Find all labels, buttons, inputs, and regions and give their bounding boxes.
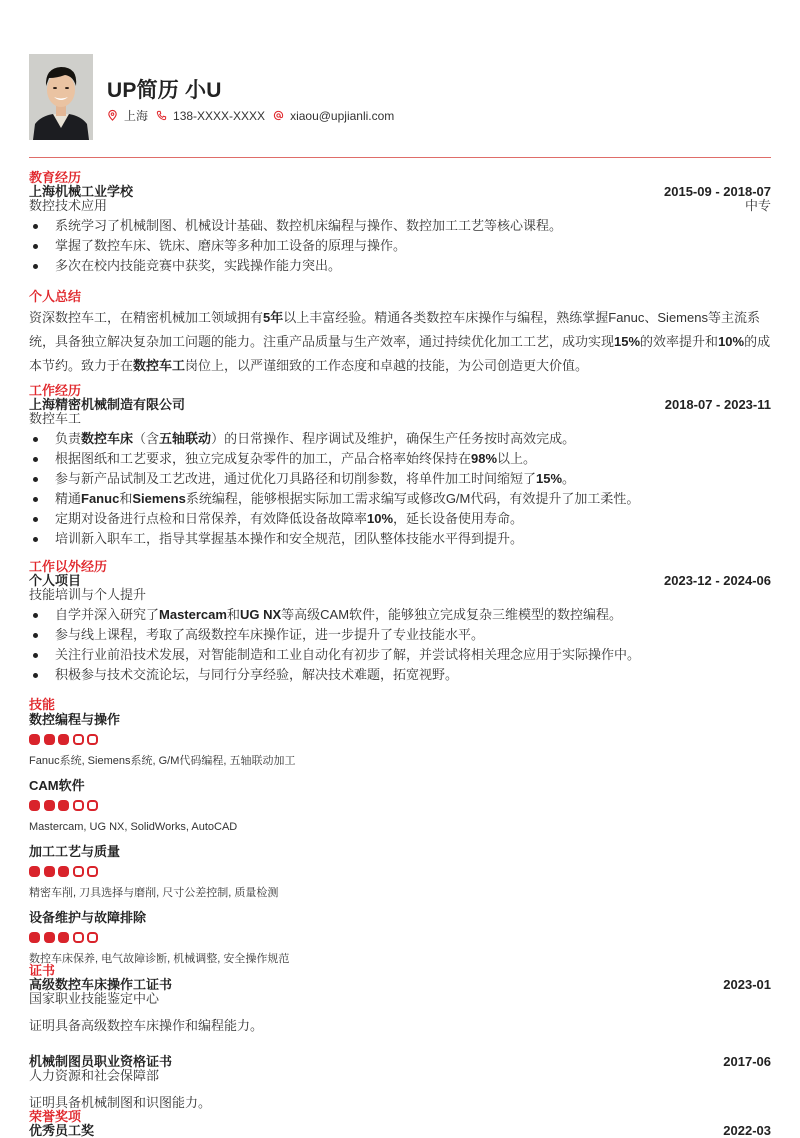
education-date: 2015-09 - 2018-07 [664,184,771,199]
certificate-item [29,978,771,1033]
skill-name: 设备维护与故障排除 [29,910,147,925]
list-item: 根据图纸和工艺要求，独立完成复杂零件的加工，产品合格率始终保持在98%以上。 [29,449,771,469]
certificate-header-row [29,978,771,992]
honors-section [29,1110,771,1138]
list-item: 系统学习了机械制图、机械设计基础、数控机床编程与操作、数控加工工艺等核心课程。 [29,216,771,236]
list-item: 培训新入职车工，指导其掌握基本操作和安全规范，团队整体技能水平得到提升。 [29,529,771,549]
skill-rating [29,932,771,944]
rating-dot-empty-icon [73,800,84,811]
certificate-item [29,1055,771,1110]
rating-dot-filled-icon [29,866,40,877]
rating-dot-filled-icon [29,800,40,811]
certificate-desc: 证明具备机械制图和识图能力。 [29,1095,212,1110]
rating-dot-filled-icon [44,800,55,811]
list-item: 参与线上课程，考取了高级数控车床操作证，进一步提升了专业技能水平。 [29,625,771,645]
rating-dot-filled-icon [29,932,40,943]
avatar-photo-icon [29,54,93,140]
work-header-row [29,398,771,412]
work-date: 2018-07 - 2023-11 [664,397,771,412]
certificate-issuer: 人力资源和社会保障部 [29,1068,160,1083]
skill-name: 加工工艺与质量 [29,844,121,859]
education-bullets [29,216,771,276]
other-bullets [29,605,771,685]
candidate-name: UP简历 小U [107,79,222,102]
list-item: 精通Fanuc和Siemens系统编程，能够根据实际加工需求编写或修改G/M代码，有效提升了加工柔性。 [29,489,771,509]
skill-rating [29,866,771,878]
skill-tags: 数控车床保养, 电气故障诊断, 机械调整, 安全操作规范 [29,953,290,965]
rating-dot-filled-icon [44,932,55,943]
skill-tags: Fanuc系统, Siemens系统, G/M代码编程, 五轴联动加工 [29,755,296,767]
skills-section [29,698,771,966]
list-item: 掌握了数控车床、铣床、磨床等多种加工设备的原理与操作。 [29,236,771,256]
certificate-name: 高级数控车床操作工证书 [29,977,173,992]
education-header-row [29,185,771,199]
rating-dot-filled-icon [58,800,69,811]
header-divider [29,157,771,158]
section-title-education: 教育经历 [29,170,82,185]
honor-name: 优秀员工奖 [29,1123,95,1138]
location-text: 上海 [124,109,149,123]
major: 数控技术应用 [29,198,108,213]
list-item: 关注行业前沿技术发展，对智能制造和工业自动化有初步了解，并尝试将相关理念应用于实际操作中。 [29,645,771,665]
rating-dot-filled-icon [44,866,55,877]
rating-dot-empty-icon [73,932,84,943]
list-item: 自学并深入研究了Mastercam和UG NX等高级CAM软件，能够独立完成复杂三维模型的数控编程。 [29,605,771,625]
summary-part: 的成本节约。致力于在 [29,334,771,373]
resume-header [29,54,771,140]
summary-highlight: 10% [718,334,745,349]
summary-part: 的效率提升和 [640,334,719,349]
rating-dot-empty-icon [87,932,98,943]
rating-dot-empty-icon [87,734,98,745]
rating-dot-empty-icon [87,800,98,811]
contact-location [107,107,148,124]
summary-highlight: 数控车工 [133,358,186,373]
section-title-work: 工作经历 [29,383,82,398]
rating-dot-filled-icon [44,734,55,745]
summary-text [29,306,771,378]
other-header-row [29,574,771,588]
certificate-header-row [29,1055,771,1069]
rating-dot-filled-icon [58,866,69,877]
rating-dot-filled-icon [29,734,40,745]
section-title-other: 工作以外经历 [29,559,108,574]
project-subtitle: 技能培训与个人提升 [29,587,147,602]
skill-name: CAM软件 [29,778,85,793]
list-item: 定期对设备进行点检和日常保养，有效降低设备故障率10%，延长设备使用寿命。 [29,509,771,529]
avatar [29,54,93,140]
certificates-section [29,964,771,1110]
summary-highlight: 15% [614,334,641,349]
rating-dot-empty-icon [73,734,84,745]
work-bullets [29,429,771,549]
other-experience-section [29,560,771,685]
contact-phone [156,109,265,123]
honor-row [29,1124,771,1138]
summary-highlight: 5年 [263,310,284,325]
summary-part: 资深数控车工，在精密机械加工领域拥有 [29,310,264,325]
skill-rating [29,800,771,812]
skill-tags: Mastercam, UG NX, SolidWorks, AutoCAD [29,821,238,833]
phone-icon [156,110,167,121]
skill-item [29,778,771,834]
email-link[interactable]: xiaou@upjianli.com [290,108,395,123]
list-item: 积极参与技术交流论坛，与同行分享经验，解决技术难题，拓宽视野。 [29,665,771,685]
skill-name: 数控编程与操作 [29,712,121,727]
school-name: 上海机械工业学校 [29,184,134,199]
certificate-date: 2017-06 [723,1054,771,1069]
rating-dot-empty-icon [73,866,84,877]
honor-date: 2022-03 [723,1123,771,1138]
phone-text: 138-XXXX-XXXX [173,108,266,123]
list-item: 多次在校内技能竞赛中获奖，实践操作能力突出。 [29,256,771,276]
certificate-date: 2023-01 [723,977,771,992]
education-sub-row [29,199,771,213]
certificate-name: 机械制图员职业资格证书 [29,1054,173,1069]
rating-dot-empty-icon [87,866,98,877]
section-title-certificates: 证书 [29,963,56,978]
list-item: 负责数控车床（含五轴联动）的日常操作、程序调试及维护，确保生产任务按时高效完成。 [29,429,771,449]
skill-item [29,910,771,966]
project-date: 2023-12 - 2024-06 [664,573,771,588]
work-section [29,384,771,549]
education-section [29,171,771,276]
summary-part: 以上丰富经验。精通各类数控车床操作与编程，熟练掌握Fanuc、Siemens等主流系统，具备独立解决复杂加工问题的能力。注重产品质量与生产效率，通过持续优化加工工艺，成功实现 [29,310,760,349]
position: 数控车工 [29,411,82,426]
list-item: 参与新产品试制及工艺改进，通过优化刀具路径和切削参数，将单件加工时间缩短了15%。 [29,469,771,489]
rating-dot-filled-icon [58,932,69,943]
certificate-desc: 证明具备高级数控车床操作和编程能力。 [29,1018,264,1033]
rating-dot-filled-icon [58,734,69,745]
section-title-honors: 荣誉奖项 [29,1109,82,1124]
skill-item [29,844,771,900]
skill-item [29,712,771,768]
summary-part: 岗位上，以严谨细致的工作态度和卓越的技能，为公司创造更大价值。 [185,358,589,373]
contact-email[interactable] [273,109,394,123]
skill-tags: 精密车削, 刀具选择与磨削, 尺寸公差控制, 质量检测 [29,887,279,899]
section-title-summary: 个人总结 [29,289,82,304]
skill-rating [29,734,771,746]
project-title: 个人项目 [29,573,82,588]
section-title-skills: 技能 [29,697,56,712]
degree: 中专 [744,198,771,213]
certificate-issuer: 国家职业技能鉴定中心 [29,991,160,1006]
contact-info [107,107,402,124]
at-sign-icon [273,110,284,121]
location-pin-icon [107,110,118,121]
company-name: 上海精密机械制造有限公司 [29,397,186,412]
summary-section [29,290,771,378]
